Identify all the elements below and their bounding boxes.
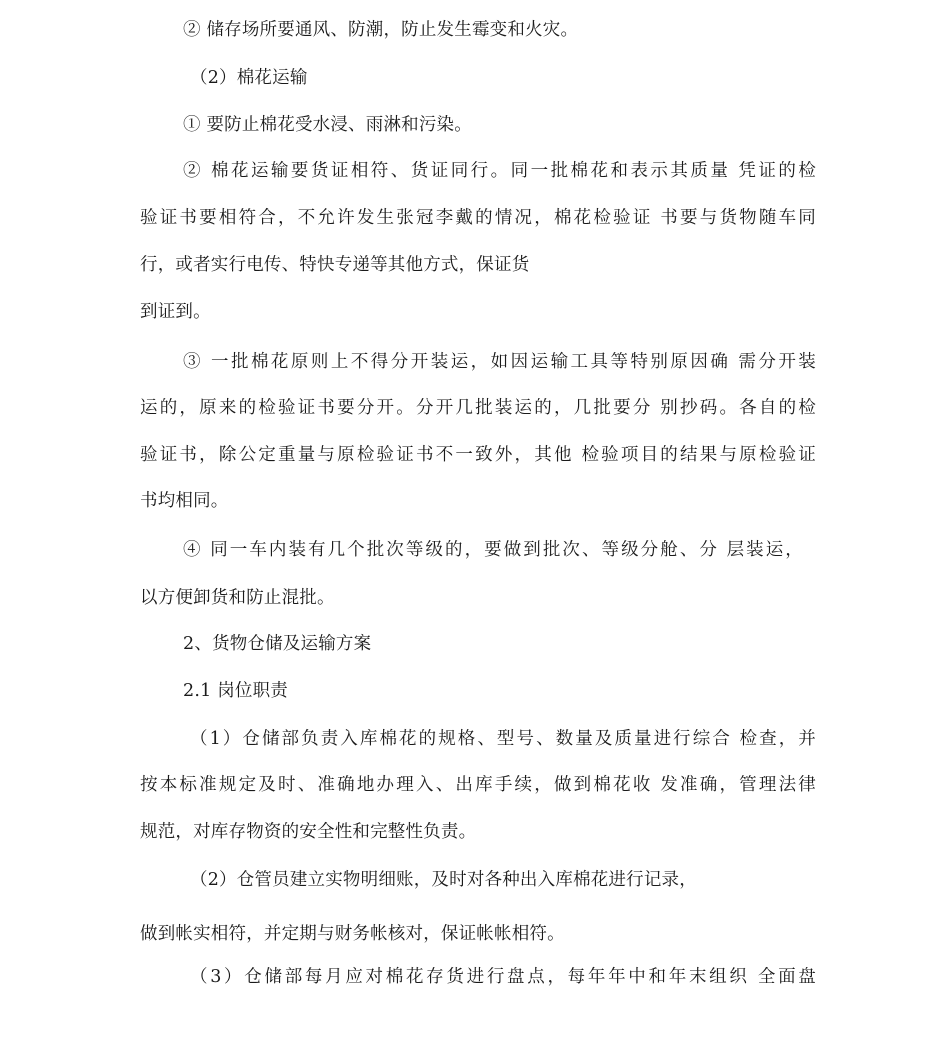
paragraph-split-shipment-line3: 验证书，除公定重量与原检验证书不一致外，其他 检验项目的结果与原检验证 (140, 445, 816, 465)
paragraph-warehouse-dept-line2: 按本标准规定及时、准确地办理入、出库手续，做到棉花收 发准确，管理法律 (140, 775, 816, 795)
paragraph-split-shipment-line1: ③ 一批棉花原则上不得分开装运，如因运输工具等特别原因确 需分开装 (183, 352, 816, 372)
paragraph-warehouse-dept-line1: （1）仓储部负责入库棉花的规格、型号、数量及质量进行综合 检查，并 (190, 729, 816, 749)
paragraph-split-shipment-line2: 运的，原来的检验证书要分开。分开几批装运的，几批要分 别抄码。各自的检 (140, 398, 816, 418)
paragraph-warehouse-keeper-line2: 做到帐实相符，并定期与财务帐核对，保证帐帐相符。 (140, 924, 565, 944)
paragraph-goods-match-line1: ② 棉花运输要货证相符、货证同行。同一批棉花和表示其质量 凭证的检 (183, 161, 816, 181)
paragraph-same-vehicle-line1: ④ 同一车内装有几个批次等级的，要做到批次、等级分舱、分 层装运， (183, 540, 803, 560)
paragraph-inventory-check-line1: （3）仓储部每月应对棉花存货进行盘点，每年年中和年末组织 全面盘 (190, 967, 816, 987)
heading-job-responsibilities: 2.1 岗位职责 (183, 681, 288, 701)
paragraph-prevent-water: ① 要防止棉花受水浸、雨淋和污染。 (183, 115, 472, 135)
paragraph-goods-match-line3: 行，或者实行电传、特快专递等其他方式，保证货 (140, 255, 530, 275)
paragraph-split-shipment-line4: 书均相同。 (140, 491, 229, 511)
heading-cotton-transport: （2）棉花运输 (190, 68, 308, 88)
paragraph-goods-match-line2: 验证书要相符合，不允许发生张冠李戴的情况，棉花检验证 书要与货物随车同 (140, 208, 816, 228)
heading-storage-transport-plan: 2、货物仓储及运输方案 (183, 634, 372, 654)
paragraph-storage-ventilation: ② 储存场所要通风、防潮，防止发生霉变和火灾。 (183, 20, 579, 40)
paragraph-warehouse-dept-line3: 规范，对库存物资的安全性和完整性负责。 (140, 822, 477, 842)
paragraph-goods-match-line4: 到证到。 (140, 302, 211, 322)
paragraph-same-vehicle-line2: 以方便卸货和防止混批。 (140, 588, 335, 608)
paragraph-warehouse-keeper-line1: （2）仓管员建立实物明细账，及时对各种出入库棉花进行记录， (190, 870, 697, 890)
